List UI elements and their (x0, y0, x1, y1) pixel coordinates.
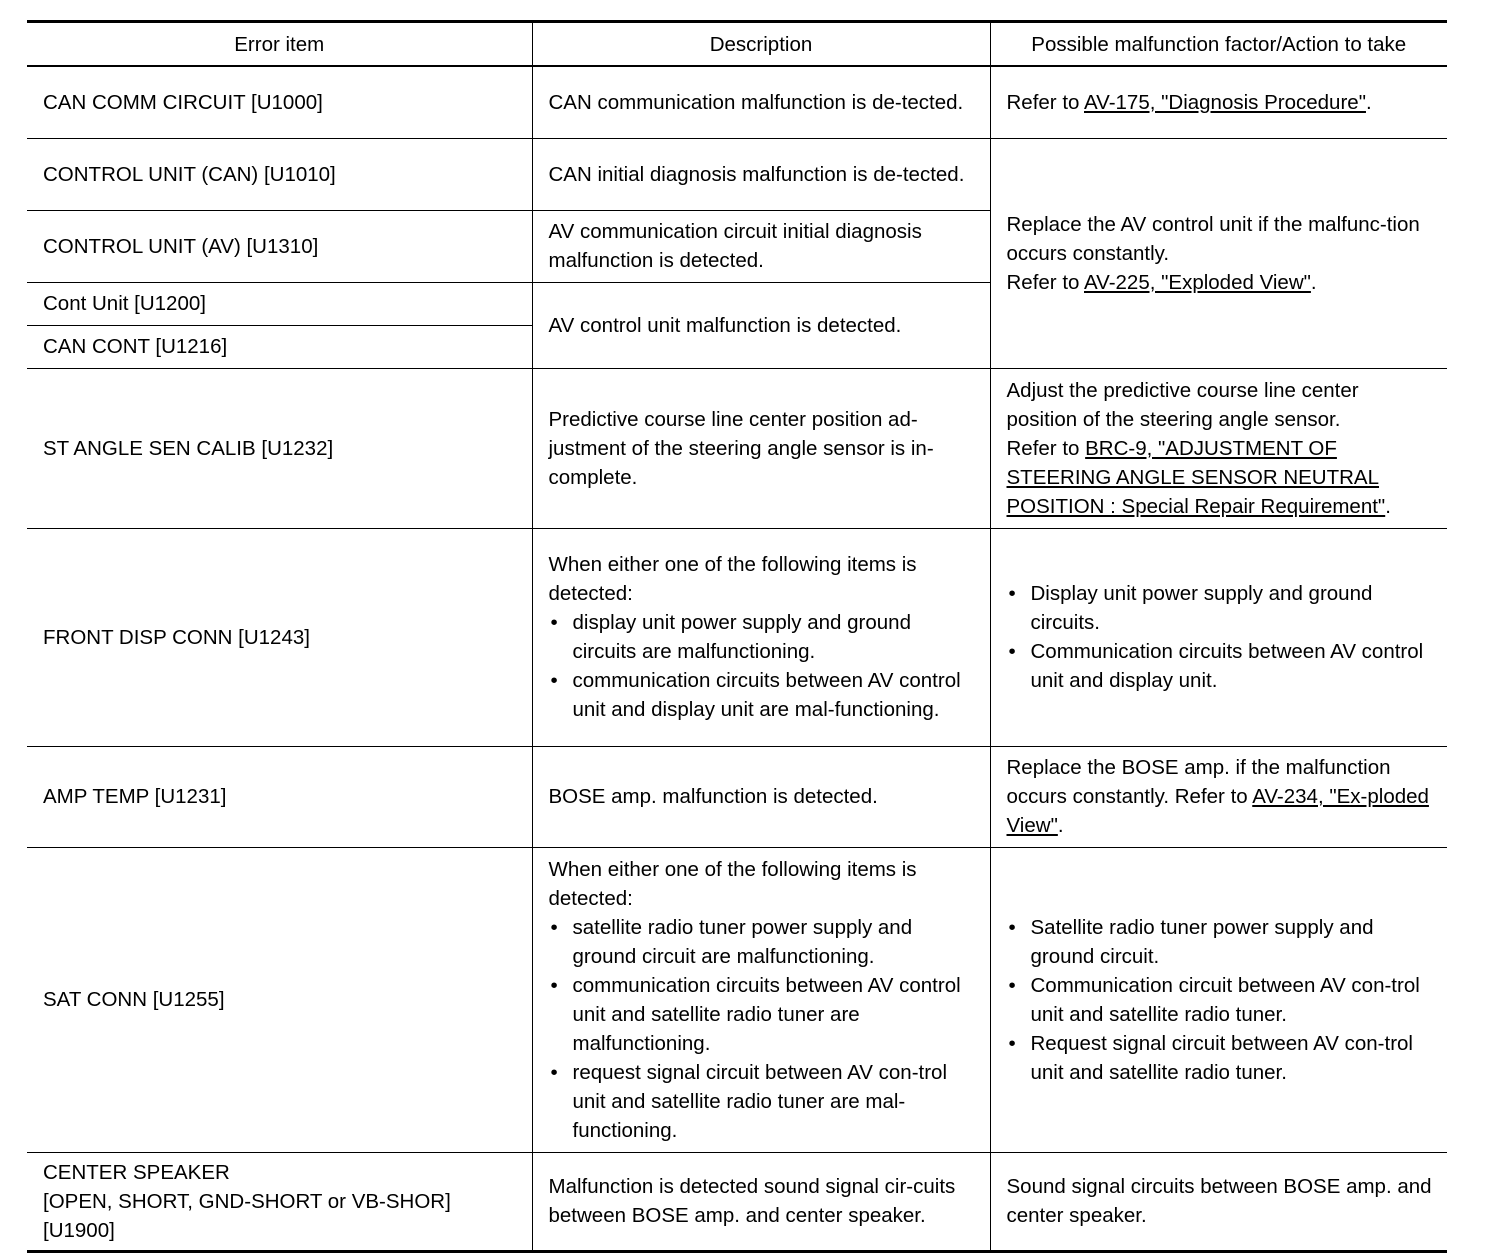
action-cell (990, 847, 1447, 1152)
error-item-cell: ST ANGLE SEN CALIB [U1232] (27, 368, 532, 528)
error-item-cell: CAN COMM CIRCUIT [U1000] (27, 66, 532, 138)
action-cell (990, 138, 1447, 368)
description-cell: CAN communication malfunction is de-tected. (532, 66, 990, 138)
error-line: [U1900] (43, 1218, 115, 1242)
list-item: • request signal circuit between AV con-trol unit and satellite radio tuner are mal-functioning. (549, 1058, 976, 1145)
error-item-cell: Cont Unit [U1200] (27, 282, 532, 325)
list-item: • Communication circuit between AV con-trol unit and satellite radio tuner. (1007, 971, 1434, 1029)
action-text: . (1310, 270, 1317, 294)
error-item-cell: AMP TEMP [U1231] (27, 746, 532, 847)
error-table (27, 20, 1447, 1253)
action-list (1007, 913, 1434, 1087)
list-item: • communication circuits between AV control unit and satellite radio tuner are malfunctioning. (549, 971, 976, 1058)
action-text: . (1057, 814, 1064, 837)
description-cell (532, 847, 990, 1152)
action-text: . (1385, 494, 1391, 518)
description-cell: AV communication circuit initial diagnosis malfunction is detected. (532, 210, 990, 282)
table-row (27, 138, 1447, 210)
error-item-cell: CAN CONT [U1216] (27, 325, 532, 368)
error-item-cell: FRONT DISP CONN [U1243] (27, 528, 532, 746)
action-text: Replace the AV control unit if the malfunc-tion occurs constantly. (1006, 212, 1420, 265)
description-list (549, 913, 976, 1145)
list-item: • Request signal circuit between AV con-trol unit and satellite radio tuner. (1007, 1029, 1434, 1087)
header-error-item: Error item (27, 22, 532, 67)
action-text: Adjust the predictive course line center position of the steering angle sensor. (1006, 378, 1359, 431)
action-cell (990, 528, 1447, 746)
action-text: . (1365, 90, 1372, 114)
action-text: Refer to (1006, 436, 1086, 460)
description-cell: CAN initial diagnosis malfunction is de-tected. (532, 138, 990, 210)
table-row (27, 66, 1447, 138)
list-item: • display unit power supply and ground circuits are malfunctioning. (549, 608, 976, 666)
description-cell (532, 528, 990, 746)
table-row (27, 847, 1447, 1152)
action-text: Refer to (1006, 90, 1084, 114)
header-row (27, 22, 1447, 67)
description-cell: BOSE amp. malfunction is detected. (532, 746, 990, 847)
list-item: • satellite radio tuner power supply and ground circuit are malfunctioning. (549, 913, 976, 971)
description-intro: When either one of the following items is detected: (548, 857, 917, 910)
table-row (27, 528, 1447, 746)
action-cell (990, 368, 1447, 528)
table-row (27, 746, 1447, 847)
table-row (27, 1152, 1447, 1251)
action-cell (990, 66, 1447, 138)
list-item: • communication circuits between AV control unit and display unit are mal-functioning. (549, 666, 976, 724)
list-item: • Display unit power supply and ground circuits. (1007, 579, 1434, 637)
description-cell: Predictive course line center position ad-justment of the steering angle sensor is in-complete. (532, 368, 990, 528)
description-list (549, 608, 976, 724)
reference-link[interactable]: AV-225, "Exploded View" (1084, 270, 1311, 294)
header-action: Possible malfunction factor/Action to take (990, 22, 1447, 67)
action-cell: Sound signal circuits between BOSE amp. and center speaker. (990, 1152, 1447, 1251)
error-item-cell: SAT CONN [U1255] (27, 847, 532, 1152)
list-item: • Satellite radio tuner power supply and ground circuit. (1007, 913, 1434, 971)
description-cell: Malfunction is detected sound signal cir-cuits between BOSE amp. and center speaker. (532, 1152, 990, 1251)
error-item-cell: CONTROL UNIT (CAN) [U1010] (27, 138, 532, 210)
list-item: • Communication circuits between AV control unit and display unit. (1007, 637, 1434, 695)
error-item-cell (27, 1152, 532, 1251)
reference-link[interactable]: BRC-9, "ADJUSTMENT OF STEERING ANGLE SENSOR NEUTRAL POSITION : Special Repair Requirement" (1006, 436, 1386, 518)
action-text: Replace the BOSE amp. if the malfunction occurs constantly. Refer to (1006, 756, 1391, 808)
header-description: Description (532, 22, 990, 67)
description-cell: AV control unit malfunction is detected. (532, 282, 990, 368)
action-text: Refer to (1006, 270, 1084, 294)
action-cell (990, 746, 1447, 847)
reference-link[interactable]: AV-175, "Diagnosis Procedure" (1084, 90, 1366, 114)
action-list (1007, 579, 1434, 695)
table-row (27, 368, 1447, 528)
error-line: [OPEN, SHORT, GND-SHORT or VB-SHOR] (43, 1189, 451, 1213)
error-item-cell: CONTROL UNIT (AV) [U1310] (27, 210, 532, 282)
reference-link[interactable]: AV-234, "Ex-ploded View" (1006, 785, 1429, 837)
error-line: CENTER SPEAKER (43, 1160, 230, 1184)
description-intro: When either one of the following items is detected: (548, 553, 917, 605)
